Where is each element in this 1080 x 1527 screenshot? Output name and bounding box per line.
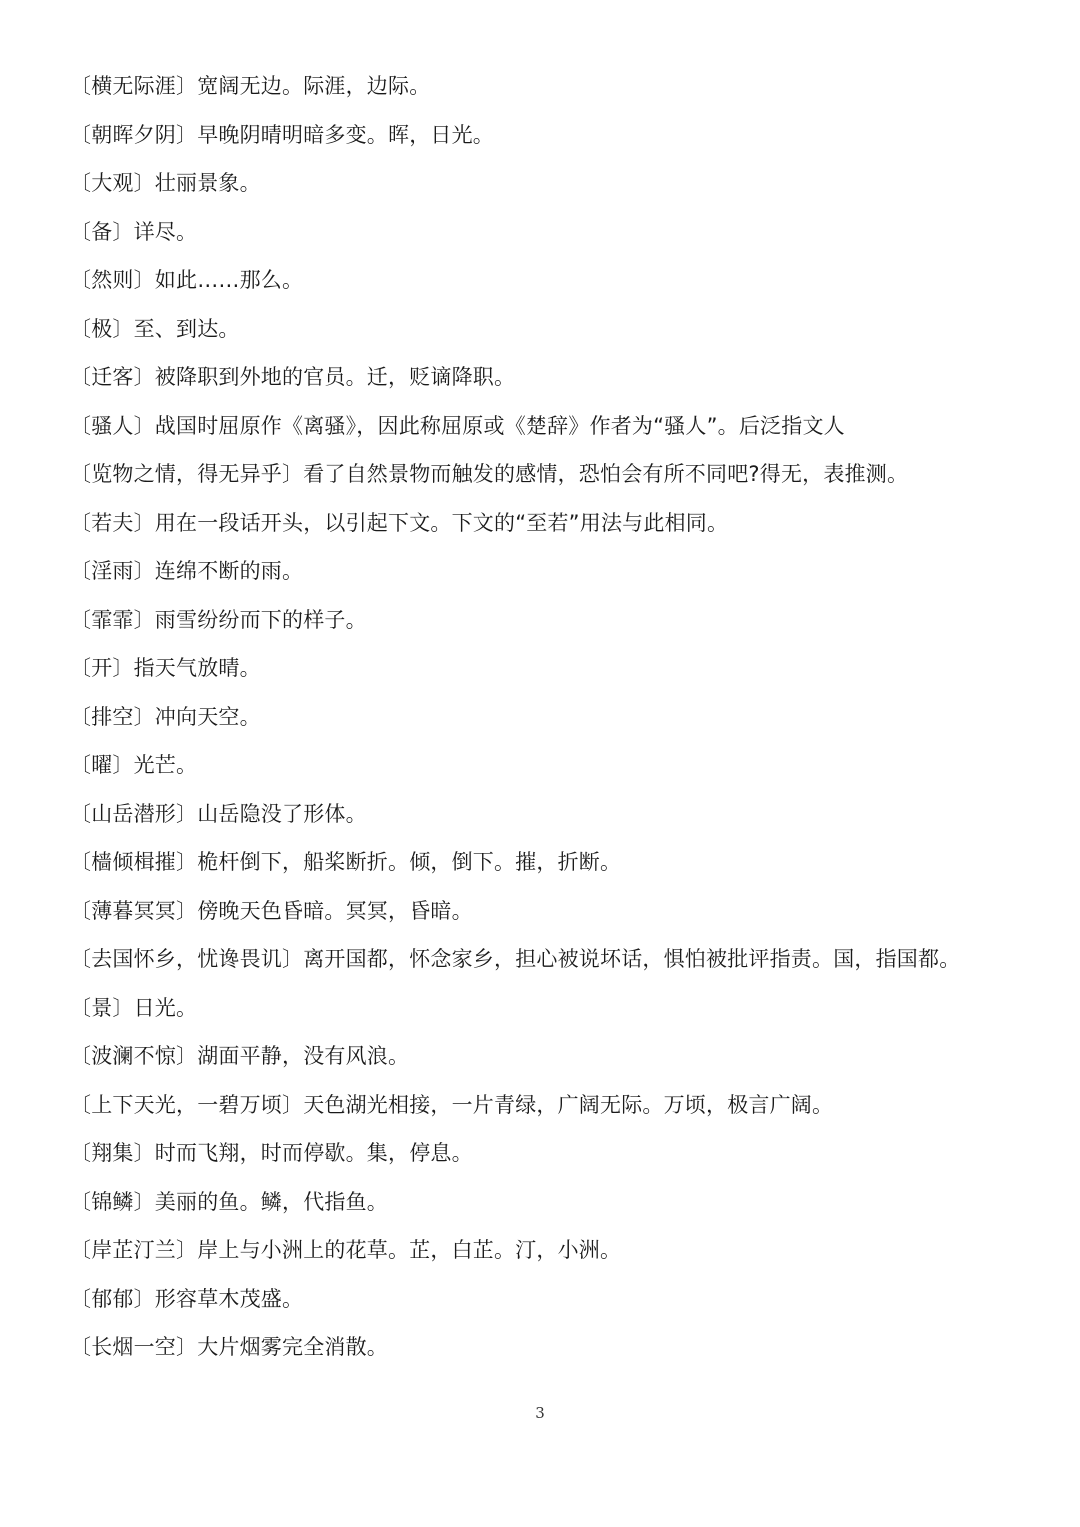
annotation-entry: 〔大观〕壮丽景象。 (70, 171, 261, 195)
annotation-entry: 〔曜〕光芒。 (70, 753, 198, 777)
annotation-entry: 〔波澜不惊〕湖面平静，没有风浪。 (70, 1044, 410, 1068)
annotation-entry: 〔上下天光，一碧万顷〕天色湖光相接，一片青绿，广阔无际。万顷，极言广阔。 (70, 1092, 834, 1117)
annotation-entry: 〔山岳潜形〕山岳隐没了形体。 (70, 801, 367, 826)
page-number: 3 (535, 1404, 545, 1422)
annotation-entry: 〔开〕指天气放晴。 (70, 656, 261, 680)
annotation-entry: 〔去国怀乡，忧谗畏讥〕离开国都，怀念家乡，担心被说坏话，惧怕被批评指责。国，指国都。 (70, 947, 961, 971)
annotation-entry: 〔岸芷汀兰〕岸上与小洲上的花草。芷，白芷。汀，小洲。 (70, 1238, 622, 1262)
annotation-entry: 〔备〕详尽。 (70, 219, 198, 244)
annotation-entry: 〔霏霏〕雨雪纷纷而下的样子。 (70, 607, 367, 632)
annotation-entry: 〔览物之情，得无异乎〕看了自然景物而触发的感情，恐怕会有所不同吧?得无，表推测。 (70, 462, 909, 486)
annotation-entry: 〔若夫〕用在一段话开头，以引起下文。下文的“至若”用法与此相同。 (70, 510, 729, 535)
annotation-entry: 〔长烟一空〕大片烟雾完全消散。 (70, 1335, 388, 1359)
annotation-entry: 〔然则〕如此……那么。 (70, 268, 304, 292)
annotation-entry: 〔郁郁〕形容草木茂盛。 (70, 1286, 304, 1311)
annotation-entry: 〔薄暮冥冥〕傍晚天色昏暗。冥冥，昏暗。 (70, 898, 473, 923)
annotation-entry: 〔骚人〕战国时屈原作《离骚》，因此称屈原或《楚辞》作者为“骚人”。后泛指文人 (70, 413, 845, 438)
annotation-entry: 〔景〕日光。 (70, 995, 198, 1020)
annotation-entry: 〔朝晖夕阴〕早晚阴晴明暗多变。晖，日光。 (70, 122, 494, 147)
annotation-entry: 〔樯倾楫摧〕桅杆倒下，船桨断折。倾，倒下。摧，折断。 (70, 850, 622, 874)
annotation-entry: 〔极〕至、到达。 (70, 316, 240, 341)
annotation-entry: 〔排空〕冲向天空。 (70, 704, 261, 729)
annotation-entry: 〔翔集〕时而飞翔，时而停歇。集，停息。 (70, 1141, 473, 1165)
annotation-entry: 〔锦鳞〕美丽的鱼。鳞，代指鱼。 (70, 1189, 388, 1214)
annotation-list (70, 66, 1030, 1376)
annotation-entry: 〔淫雨〕连绵不断的雨。 (70, 559, 304, 583)
annotation-entry: 〔横无际涯〕宽阔无边。际涯，边际。 (70, 74, 431, 98)
annotation-entry: 〔迁客〕被降职到外地的官员。迁，贬谪降职。 (70, 365, 516, 389)
